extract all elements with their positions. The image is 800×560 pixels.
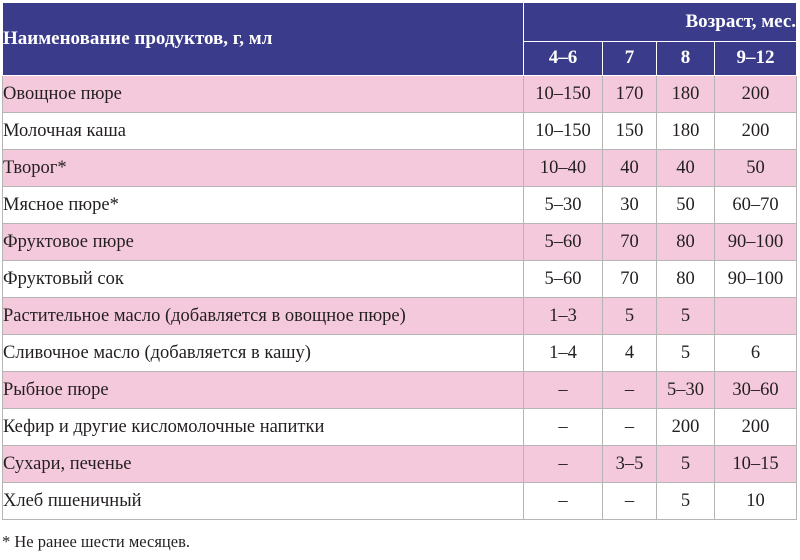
amount-cell: 6 <box>715 335 797 372</box>
amount-cell: 5–30 <box>657 372 715 409</box>
amount-cell: 5 <box>603 298 657 335</box>
amount-cell: 5 <box>657 335 715 372</box>
footnote: * Не ранее шести месяцев. <box>2 532 191 551</box>
amount-cell: 30–60 <box>715 372 797 409</box>
table-row <box>3 150 797 187</box>
amount-cell: 5–60 <box>524 224 603 261</box>
amount-cell: 4 <box>603 335 657 372</box>
age-group-header: Возраст, мес. <box>524 3 797 42</box>
amount-cell: 60–70 <box>715 187 797 224</box>
amount-cell: 150 <box>603 113 657 150</box>
amount-cell: – <box>603 372 657 409</box>
amount-cell: – <box>603 483 657 520</box>
table-row <box>3 483 797 520</box>
product-name-cell: Сухари, печенье <box>3 446 524 483</box>
amount-cell: 70 <box>603 224 657 261</box>
table-row <box>3 224 797 261</box>
feeding-table <box>2 2 797 520</box>
amount-cell: 80 <box>657 224 715 261</box>
amount-cell: 200 <box>715 409 797 446</box>
amount-cell: 10–150 <box>524 76 603 113</box>
amount-cell: – <box>524 483 603 520</box>
amount-cell: 80 <box>657 261 715 298</box>
amount-cell: – <box>524 409 603 446</box>
product-name-header: Наименование продуктов, г, мл <box>3 3 524 76</box>
product-name-cell: Мясное пюре* <box>3 187 524 224</box>
amount-cell: 70 <box>603 261 657 298</box>
amount-cell: 10–150 <box>524 113 603 150</box>
product-name-cell: Хлеб пшеничный <box>3 483 524 520</box>
amount-cell <box>715 298 797 335</box>
amount-cell: – <box>524 372 603 409</box>
amount-cell: 10–40 <box>524 150 603 187</box>
amount-cell: 5 <box>657 298 715 335</box>
age-col-header: 7 <box>603 41 657 75</box>
table-row <box>3 261 797 298</box>
amount-cell: 180 <box>657 76 715 113</box>
product-name-cell: Растительное масло (добавляется в овощное пюре) <box>3 298 524 335</box>
amount-cell: 1–3 <box>524 298 603 335</box>
product-name-cell: Творог* <box>3 150 524 187</box>
amount-cell: 90–100 <box>715 224 797 261</box>
amount-cell: – <box>603 409 657 446</box>
age-col-header: 9–12 <box>715 41 797 75</box>
amount-cell: 200 <box>657 409 715 446</box>
amount-cell: 170 <box>603 76 657 113</box>
table-row <box>3 446 797 483</box>
amount-cell: 3–5 <box>603 446 657 483</box>
age-col-header: 8 <box>657 41 715 75</box>
product-name-cell: Овощное пюре <box>3 76 524 113</box>
product-name-cell: Фруктовый сок <box>3 261 524 298</box>
amount-cell: 200 <box>715 113 797 150</box>
product-name-cell: Молочная каша <box>3 113 524 150</box>
age-col-header: 4–6 <box>524 41 603 75</box>
amount-cell: – <box>524 446 603 483</box>
amount-cell: 5–30 <box>524 187 603 224</box>
table-body <box>3 76 797 520</box>
product-name-cell: Рыбное пюре <box>3 372 524 409</box>
amount-cell: 40 <box>603 150 657 187</box>
table-row <box>3 113 797 150</box>
table-row <box>3 76 797 113</box>
table-row <box>3 298 797 335</box>
table-header <box>3 3 797 76</box>
table-row <box>3 409 797 446</box>
amount-cell: 1–4 <box>524 335 603 372</box>
amount-cell: 90–100 <box>715 261 797 298</box>
table-row <box>3 335 797 372</box>
amount-cell: 30 <box>603 187 657 224</box>
table-row <box>3 187 797 224</box>
amount-cell: 50 <box>715 150 797 187</box>
amount-cell: 10 <box>715 483 797 520</box>
amount-cell: 10–15 <box>715 446 797 483</box>
amount-cell: 5–60 <box>524 261 603 298</box>
amount-cell: 50 <box>657 187 715 224</box>
amount-cell: 5 <box>657 446 715 483</box>
product-name-cell: Сливочное масло (добавляется в кашу) <box>3 335 524 372</box>
amount-cell: 180 <box>657 113 715 150</box>
table-row <box>3 372 797 409</box>
amount-cell: 5 <box>657 483 715 520</box>
product-name-cell: Фруктовое пюре <box>3 224 524 261</box>
amount-cell: 200 <box>715 76 797 113</box>
product-name-cell: Кефир и другие кисломолочные напитки <box>3 409 524 446</box>
amount-cell: 40 <box>657 150 715 187</box>
